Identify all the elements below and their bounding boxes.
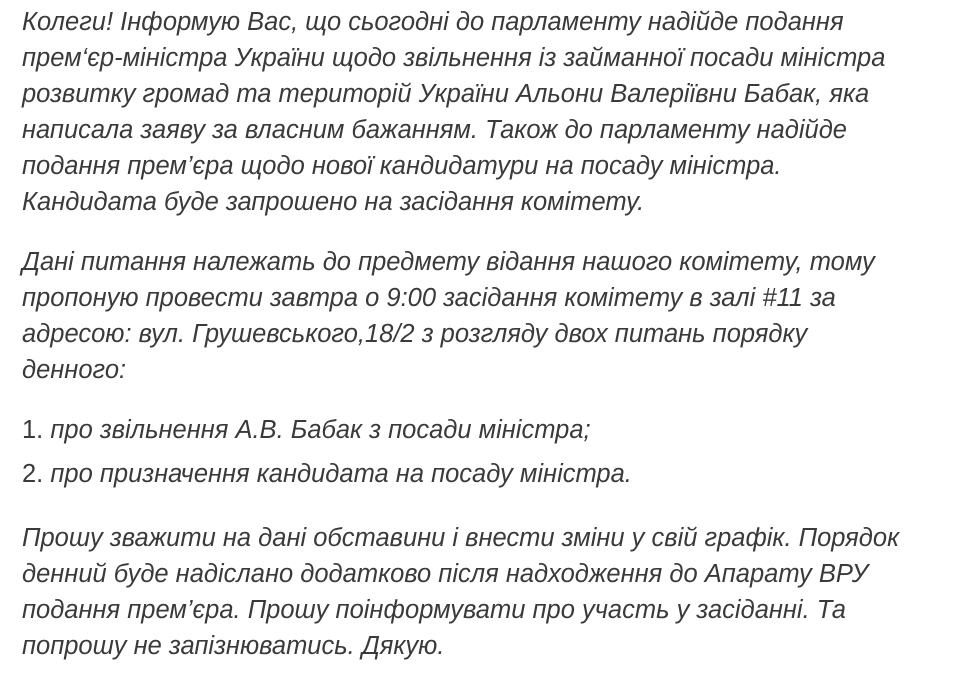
agenda-item-text: про звільнення А.В. Бабак з посади міністра; bbox=[50, 416, 591, 444]
agenda-item bbox=[22, 456, 952, 492]
text-line: написала заяву за власним бажанням. Також до парламенту надійде bbox=[22, 116, 847, 144]
message-body bbox=[22, 4, 952, 688]
text-line: попрошу не запізнюватись. Дякую. bbox=[22, 632, 445, 660]
text-line: денного: bbox=[22, 356, 127, 384]
agenda-list bbox=[22, 412, 952, 492]
agenda-item-text: про призначення кандидата на посаду міністра. bbox=[50, 460, 632, 488]
agenda-item-number: 1. bbox=[22, 416, 44, 444]
text-line: прем‘єр-міністра України щодо звільнення із займанної посади міністра bbox=[22, 44, 886, 72]
text-line: Прошу зважити на дані обставини і внести зміни у свій графік. Порядок bbox=[22, 524, 900, 552]
text-line: денний буде надіслано додатково після надходження до Апарату ВРУ bbox=[22, 560, 869, 588]
agenda-item-number: 2. bbox=[22, 460, 44, 488]
agenda-item bbox=[22, 412, 952, 448]
text-line: Дані питання належать до предмету відання нашого комітету, тому bbox=[22, 248, 875, 276]
text-line: пропоную провести завтра о 9:00 засідання комітету в залі #11 за bbox=[22, 284, 836, 312]
text-line: адресою: вул. Грушевського,18/2 з розгляду двох питань порядку bbox=[22, 320, 808, 348]
paragraph-closing bbox=[22, 520, 952, 664]
paragraph-proposal bbox=[22, 244, 952, 388]
text-line: подання прем’єра щодо нової кандидатури на посаду міністра. bbox=[22, 152, 782, 180]
text-line: розвитку громад та територій України Альони Валеріївни Бабак, яка bbox=[22, 80, 870, 108]
text-line: Кандидата буде запрошено на засідання комітету. bbox=[22, 188, 645, 216]
text-line: Колеги! Інформую Вас, що сьогодні до парламенту надійде подання bbox=[22, 8, 844, 36]
text-line: подання прем’єра. Прошу поінформувати про участь у засіданні. Та bbox=[22, 596, 846, 624]
paragraph-announcement bbox=[22, 4, 952, 220]
